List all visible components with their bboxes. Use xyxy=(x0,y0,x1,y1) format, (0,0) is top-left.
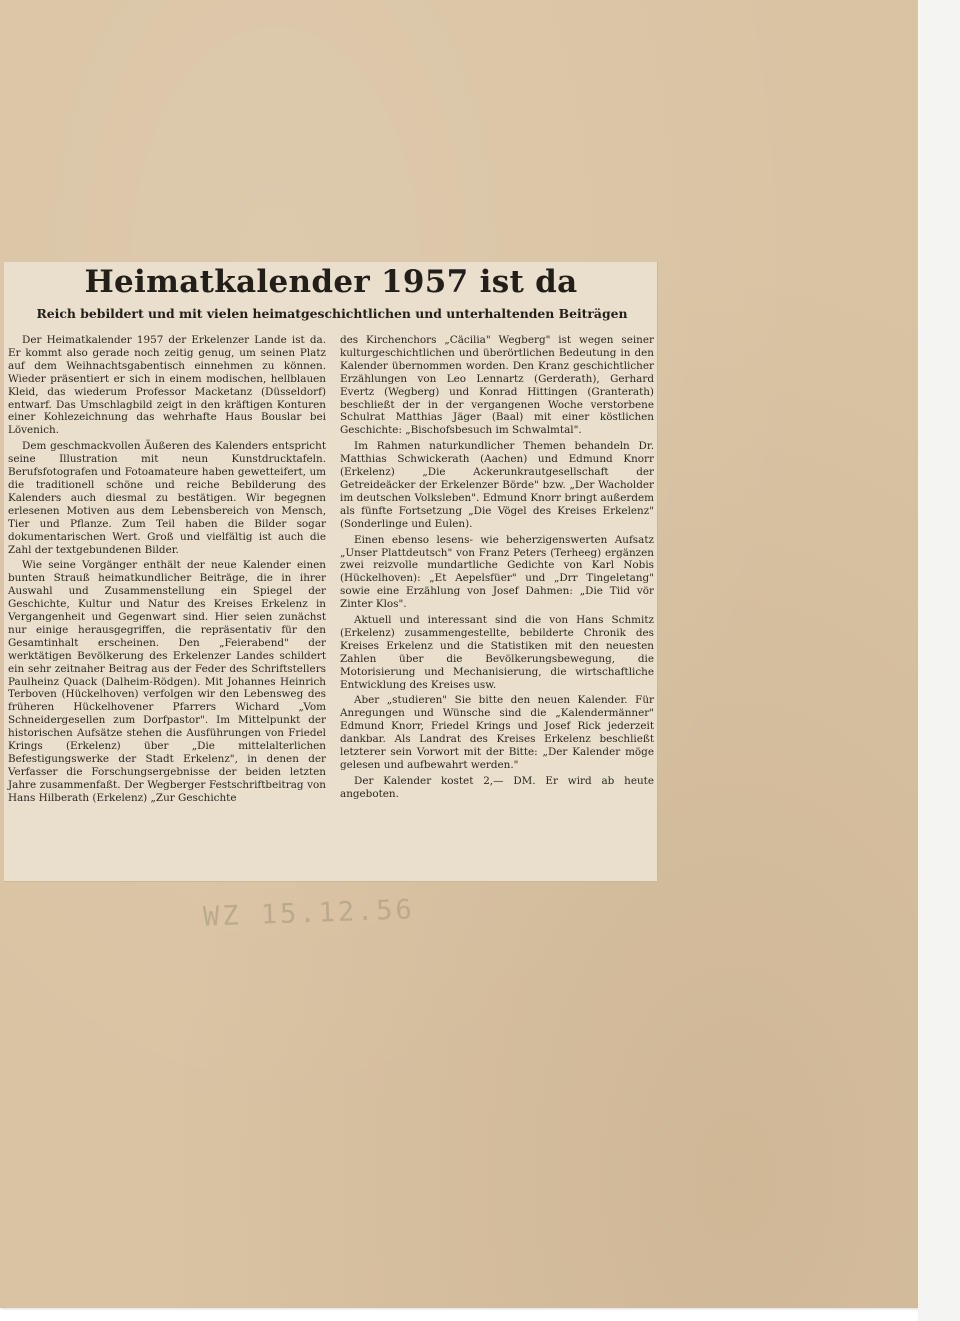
paragraph-dialect: Einen ebenso lesens- wie beherzigenswerten Aufsatz „Unser Plattdeutsch" von Franz Peters (Terheeg) ergänzen zwei reizvolle mundartliche Gedichte von Karl Nobis (Hückelhoven): „Et Aepelsfüer" und „Drr Tingeletang" sowie eine Erzählung von Josef Dahmen: „Die Tiid vör Zinter Klos". xyxy=(340,533,654,611)
article-column-right xyxy=(340,334,654,804)
paragraph-illustration: Dem geschmackvollen Äußeren des Kalenders entspricht seine Illustration mit neun Kunstdrucktafeln. Berufsfotografen und Fotoamateure haben gewetteifert, um die traditionell schöne und reiche Bebilderung des Kalenders auch diesmal zu bestätigen. Wir begegnen erlesenen Motiven aus dem Lebensbereich von Mensch, Tier und Pflanze. Zum Teil haben die Bilder sogar dokumentarischen Wert. Groß und vielfältig ist auch die Zahl der textgebundenen Bilder. xyxy=(8,440,326,556)
article-column-left xyxy=(8,334,326,808)
scan-margin xyxy=(918,0,960,1321)
paragraph-price: Der Kalender kostet 2,— DM. Er wird ab heute angeboten. xyxy=(340,774,654,800)
handwritten-source-note: WZ 15.12.56 xyxy=(202,894,416,933)
paragraph-continuation: des Kirchenchors „Cäcilia" Wegberg" ist wegen seiner kulturgeschichtlichen und überörtlichen Bedeutung in den Kalender übernommen worden. Den Kranz geschichtlicher Erzählungen von Leo Lennartz (Gerderath), Gerhard Evertz (Wegberg) und Konrad Hittingen (Granterath) beschließt der in der vergangenen Woche verstorbene Schulrat Matthias Jäger (Baal) mit einer köstlichen Geschichte: „Bischofsbesuch im Schwalmtal". xyxy=(340,334,654,437)
paragraph-contents: Wie seine Vorgänger enthält der neue Kalender einen bunten Strauß heimatkundlicher Beiträge, die in ihrer Auswahl und Zusammenstellung ein Spiegel der Geschichte, Kultur und Natur des Kreises Erkelenz in Vergangenheit und Gegenwart sind. Hier seien zunächst nur einige herausgegriffen, die repräsentativ für den Gesamtinhalt erscheinen. Den „Feierabend" der werktätigen Bevölkerung des Erkelenzer Landes schildert ein sehr zeitnaher Beitrag aus der Feder des Schriftstellers Paulheinz Quack (Dalheim-Rödgen). Mit Johannes Heinrich Terboven (Hückelhoven) verfolgen wir den Lebensweg des früheren Hückelhovener Pfarrers Wichard „Vom Schneidergesellen zum Dorfpastor". Im Mittelpunkt der historischen Aufsätze stehen die Ausführungen von Friedel Krings (Erkelenz) über „Die mittelalterlichen Befestigungswerke der Stadt Erkelenz", in denen der Verfasser die Forschungsergebnisse der beiden letzten Jahre zusammenfaßt. Der Wegberger Festschriftbeitrag von Hans Hilberath (Erkelenz) „Zur Geschichte xyxy=(8,559,326,804)
newspaper-clipping xyxy=(4,262,658,882)
paragraph-intro: Der Heimatkalender 1957 der Erkelenzer Lande ist da. Er kommt also gerade noch zeitig genug, um seinen Platz auf dem Weihnachtsgabentisch einnehmen zu können. Wieder präsentiert er sich in einem modischen, hellblauen Kleid, das wiederum Professor Macketanz (Düsseldorf) entwarf. Das Umschlagbild zeigt in den kräftigen Konturen einer Kohlezeichnung das wehrhafte Haus Bouslar bei Lövenich. xyxy=(8,334,326,437)
article-subheadline: Reich bebildert und mit vielen heimatgeschichtlichen und unterhaltenden Beiträgen xyxy=(36,306,628,321)
paragraph-chronicle: Aktuell und interessant sind die von Hans Schmitz (Erkelenz) zusammengestellte, bebilderte Chronik des Kreises Erkelenz und die Statistiken mit den neuesten Zahlen über die Bevölkerungsbewegung, die Motorisierung und Mechanisierung, die wirtschaftliche Entwicklung des Kreises usw. xyxy=(340,614,654,691)
paragraph-nature: Im Rahmen naturkundlicher Themen behandeln Dr. Matthias Schwickerath (Aachen) und Edmund Knorr (Erkelenz) „Die Ackerunkrautgesellschaft der Getreideäcker der Erkelenzer Börde" bzw. „Der Wacholder im deutschen Volksleben". Edmund Knorr bringt außerdem als fünfte Fortsetzung „Die Vögel des Kreises Erkelenz" (Sonderlinge und Eulen). xyxy=(340,440,654,530)
paragraph-appeal: Aber „studieren" Sie bitte den neuen Kalender. Für Anregungen und Wünsche sind die „Kalendermänner" Edmund Knorr, Friedel Krings und Josef Rick jederzeit dankbar. Als Landrat des Kreises Erkelenz beschließt letzterer sein Vorwort mit der Bitte: „Der Kalender möge gelesen und aufbewahrt werden." xyxy=(340,694,654,771)
article-headline: Heimatkalender 1957 ist da xyxy=(84,264,578,300)
